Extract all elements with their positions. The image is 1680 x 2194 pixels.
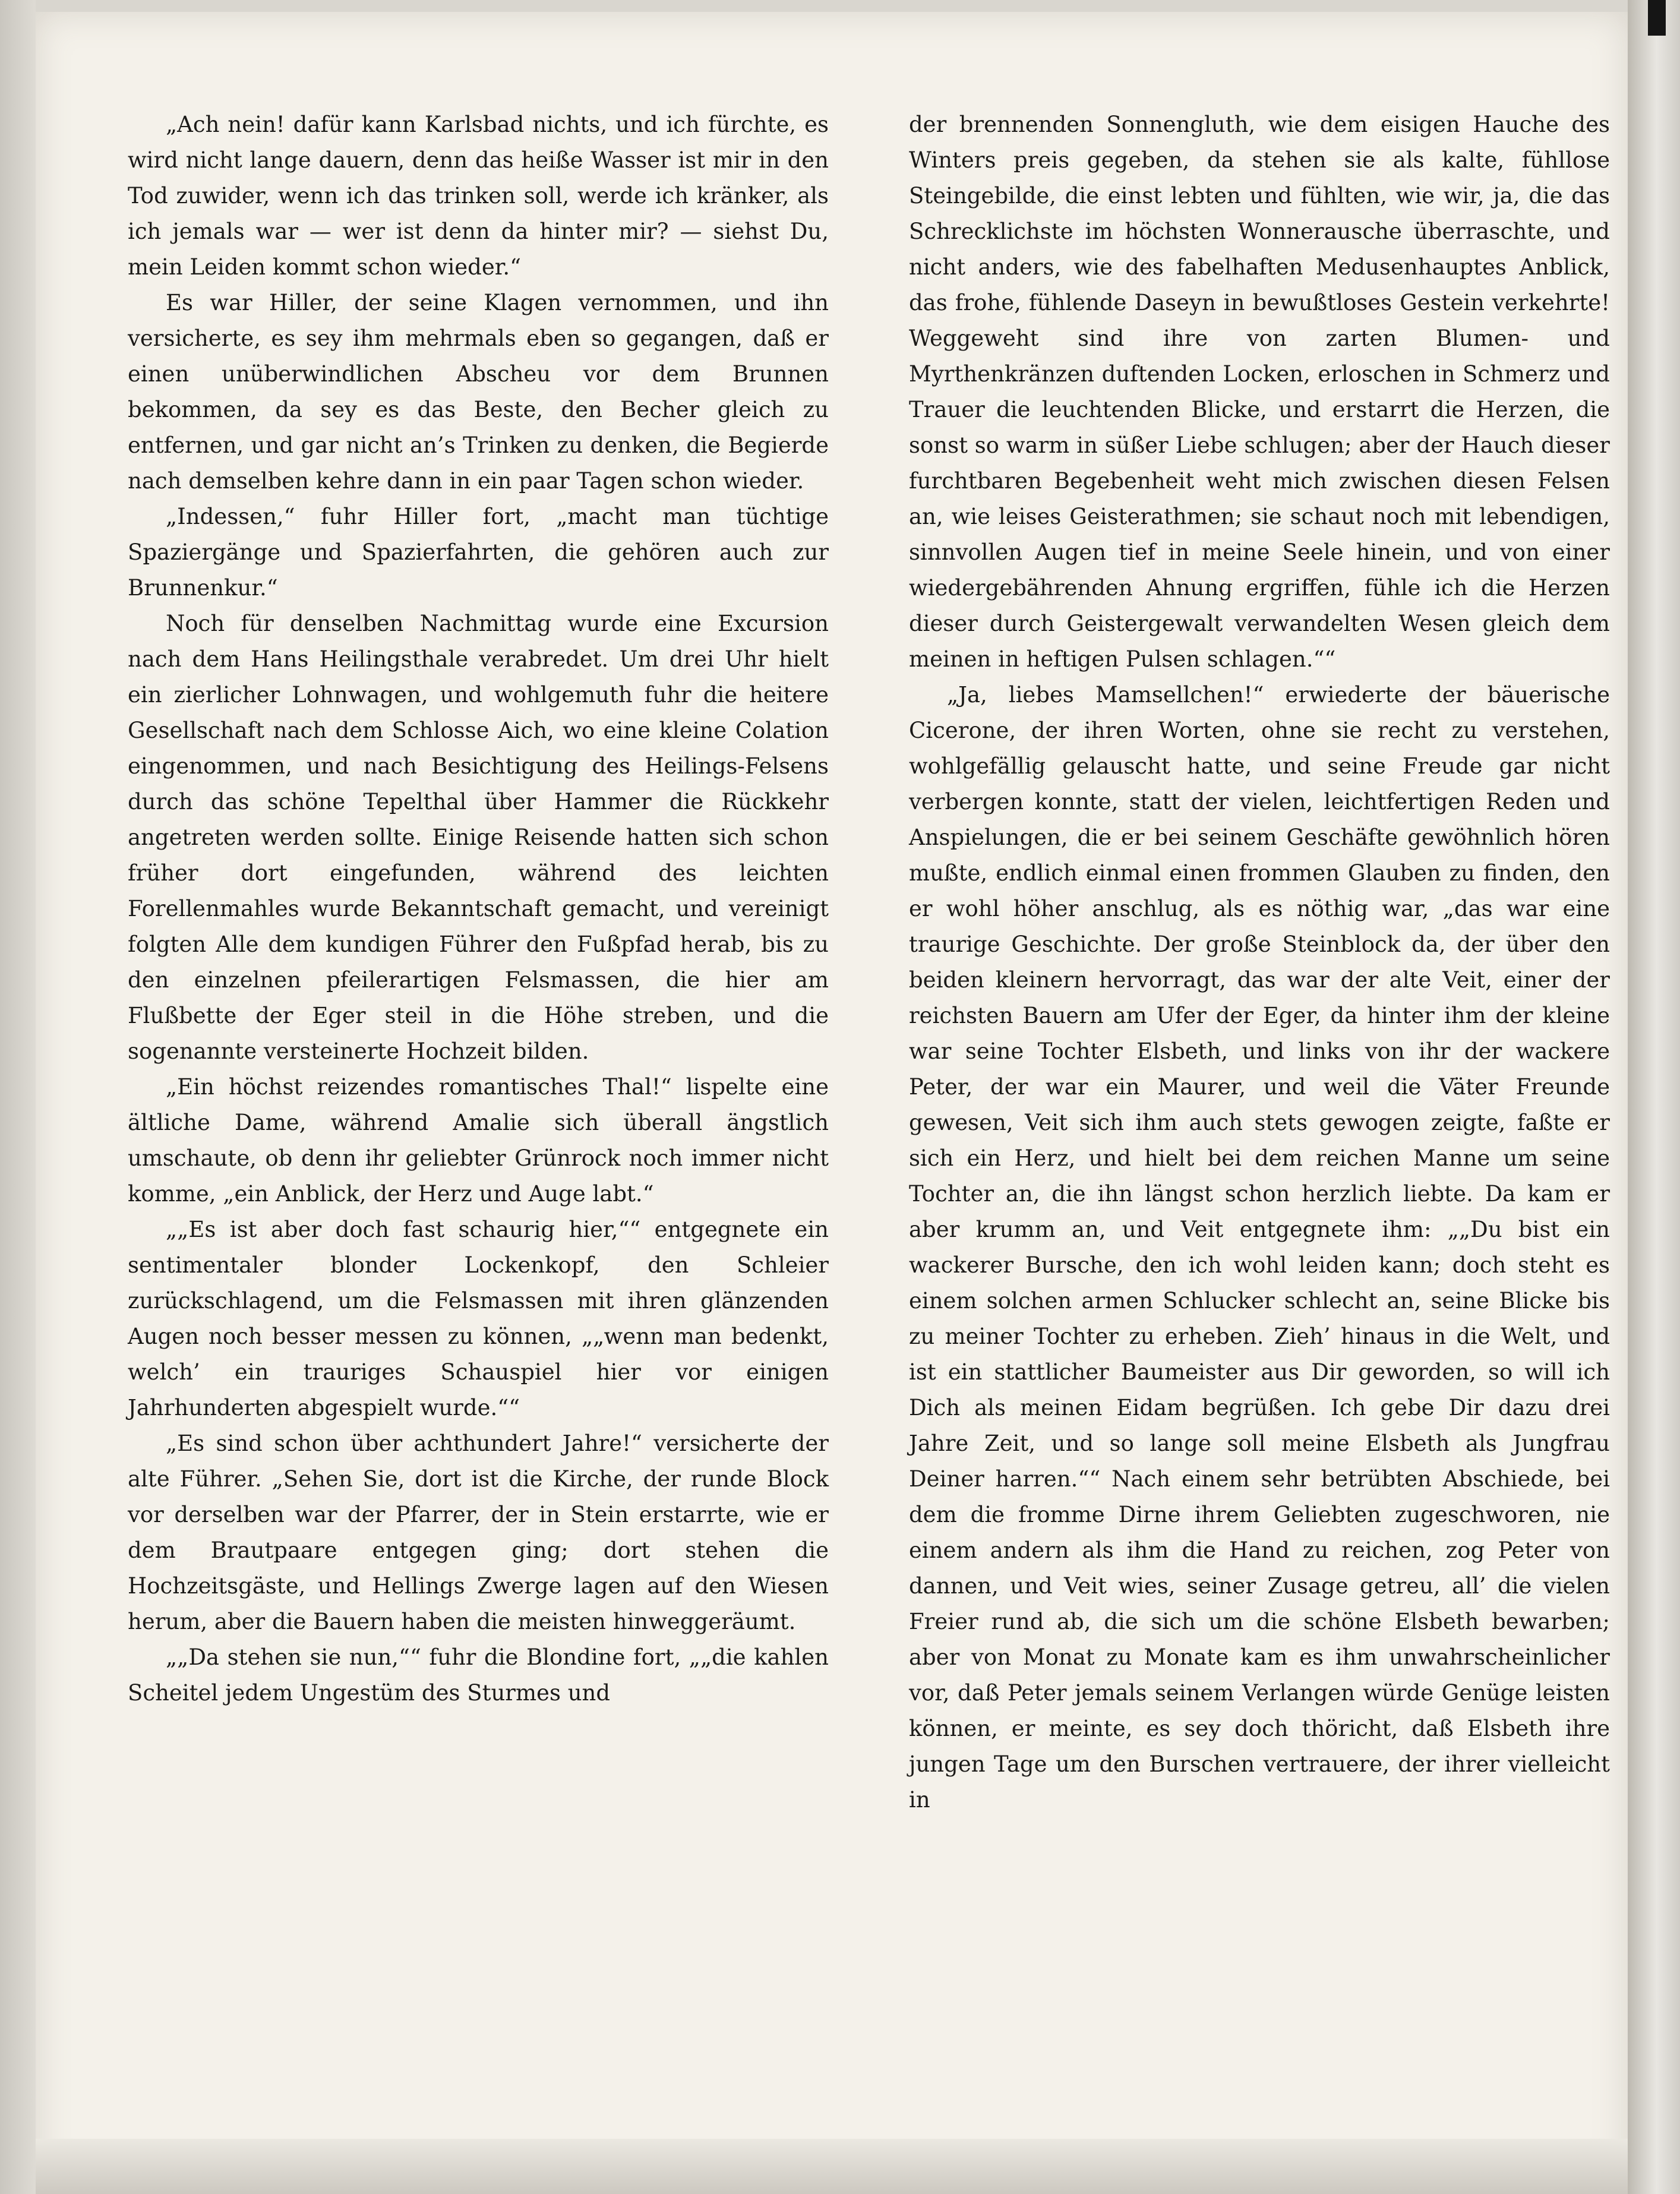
paragraph-continued: der brennenden Sonnengluth, wie dem eisigen Hauche des Winters preis gegeben, da stehen sie als kalte, fühllose Steingebilde, die einst lebten und fühlten, wie wir, ja, die das Schrecklichste im höchsten Wonnerausche überraschte, und nicht anders, wie des fabelhaften Medusenhauptes Anblick, das frohe, fühlende Daseyn in bewußtloses Gestein verkehrte! Weggeweht sind ihre von zarten Blumen- und Myrthenkränzen duftenden Locken, erloschen in Schmerz und Trauer die leuchtenden Blicke, und erstarrt die Herzen, die sonst so warm in süßer Liebe schlugen; aber der Hauch dieser furchtbaren Begebenheit weht mich zwischen diesen Felsen an, wie leises Geisterathmen; sie schaut noch mit lebendigen, sinnvollen Augen tief in meine Seele hinein, und von einer wiedergebährenden Ahnung ergriffen, fühle ich die Herzen dieser durch Geistergewalt verwandelten Wesen gleich dem meinen in heftigen Pulsen schlagen.““	[909, 112, 1610, 672]
paragraph: „„Es ist aber doch fast schaurig hier,““ entgegnete ein sentimentaler blonder Lockenkopf, den Schleier zurückschlagend, um die Felsmassen mit ihren glänzenden Augen noch besser messen zu können, „„wenn man bedenkt, welch’ ein trauriges Schauspiel hier vor einigen Jahrhunderten abgespielt wurde.““	[128, 1217, 829, 1420]
bottom-page-edge	[36, 2139, 1628, 2194]
paragraph: „„Da stehen sie nun,““ fuhr die Blondine fort, „„die kahlen Scheitel jedem Ungestüm des Sturmes und	[128, 1644, 829, 1706]
paragraph: „Ja, liebes Mamsellchen!“ erwiederte der bäuerische Cicerone, der ihren Worten, ohne sie recht zu verstehen, wohlgefällig gelauscht hatte, und seine Freude gar nicht verbergen konnte, statt der vielen, leichtfertigen Reden und Anspielungen, die er bei seinem Geschäfte gewöhnlich hören mußte, endlich einmal einen frommen Glauben zu finden, den er wohl höher anschlug, als es nöthig war, „das war eine traurige Geschichte. Der große Steinblock da, der über den beiden kleinern hervorragt, das war der alte Veit, einer der reichsten Bauern am Ufer der Eger, da hinter ihm der kleine war seine Tochter Elsbeth, und links von ihr der wackere Peter, der war ein Maurer, und weil die Väter Freunde gewesen, Veit sich ihm auch stets gewogen zeigte, faßte er sich ein Herz, und hielt bei dem reichen Manne um seine Tochter an, die ihn längst schon herzlich liebte. Da kam er aber krumm an, und Veit entgegnete ihm: „„Du bist ein wackerer Bursche, den ich wohl leiden kann; doch steht es einem solchen armen Schlucker schlecht an, seine Blicke bis zu meiner Tochter zu erheben. Zieh’ hinaus in die Welt, und ist ein stattlicher Baumeister aus Dir geworden, so will ich Dich als meinen Eidam begrüßen. Ich gebe Dir dazu drei Jahre Zeit, und so lange soll meine Elsbeth als Jungfrau Deiner harren.““ Nach einem sehr betrübten Abschiede, bei dem die fromme Dirne ihrem Geliebten zugeschworen, nie einem andern als ihm die Hand zu reichen, zog Peter von dannen, und Veit wies, seiner Zusage getreu, all’ die vielen Freier rund ab, die sich um die schöne Elsbeth bewarben; aber von Monat zu Monate kam es ihm unwahrscheinlicher vor, daß Peter jemals seinem Verlangen würde Genüge leisten können, er meinte, es sey doch thöricht, daß Elsbeth ihre jungen Tage um den Burschen vertrauere, der ihrer vielleicht in	[909, 682, 1610, 1813]
binding-mark	[1648, 0, 1666, 36]
paragraph: „Ach nein! dafür kann Karlsbad nichts, und ich fürchte, es wird nicht lange dauern, denn das heiße Wasser ist mir in den Tod zuwider, wenn ich das trinken soll, werde ich kränker, als ich jemals war — wer ist denn da hinter mir? — siehst Du, mein Leiden kommt schon wieder.“	[128, 112, 829, 280]
paragraph: Noch für denselben Nachmittag wurde eine Excursion nach dem Hans Heilingsthale verabredet. Um drei Uhr hielt ein zierlicher Lohnwagen, und wohlgemuth fuhr die heitere Gesellschaft nach dem Schlosse Aich, wo eine kleine Colation eingenommen, und nach Besichtigung des Heilings-Felsens durch das schöne Tepelthal über Hammer die Rückkehr angetreten werden sollte. Einige Reisende hatten sich schon früher dort eingefunden, während des leichten Forellenmahles wurde Bekanntschaft gemacht, und vereinigt folgten Alle dem kundigen Führer den Fußpfad herab, bis zu den einzelnen pfeilerartigen Felsmassen, die hier am Flußbette der Eger steil in die Höhe streben, und die sogenannte versteinerte Hochzeit bilden.	[128, 611, 829, 1064]
left-page-margin	[0, 0, 36, 2194]
left-text-column	[128, 107, 829, 1711]
paragraph: Es war Hiller, der seine Klagen vernommen, und ihn versicherte, es sey ihm mehrmals eben so gegangen, daß er einen unüberwindlichen Abscheu vor dem Brunnen bekommen, da sey es das Beste, den Becher gleich zu entfernen, und gar nicht an’s Trinken zu denken, die Begierde nach demselben kehre dann in ein paar Tagen schon wieder.	[128, 290, 829, 494]
right-text-column	[909, 107, 1610, 1818]
paragraph: „Es sind schon über achthundert Jahre!“ versicherte der alte Führer. „Sehen Sie, dort ist die Kirche, der runde Block vor derselben war der Pfarrer, der in Stein erstarrte, wie er dem Brautpaare entgegen ging; dort stehen die Hochzeitsgäste, und Hellings Zwerge lagen auf den Wiesen herum, aber die Bauern haben die meisten hinweggeräumt.	[128, 1431, 829, 1634]
right-page-edge	[1628, 0, 1680, 2194]
paragraph: „Indessen,“ fuhr Hiller fort, „macht man tüchtige Spaziergänge und Spazierfahrten, die gehören auch zur Brunnenkur.“	[128, 504, 829, 601]
paragraph: „Ein höchst reizendes romantisches Thal!“ lispelte eine ältliche Dame, während Amalie sich überall ängstlich umschaute, ob denn ihr geliebter Grünrock noch immer nicht komme, „ein Anblick, der Herz und Auge labt.“	[128, 1074, 829, 1207]
